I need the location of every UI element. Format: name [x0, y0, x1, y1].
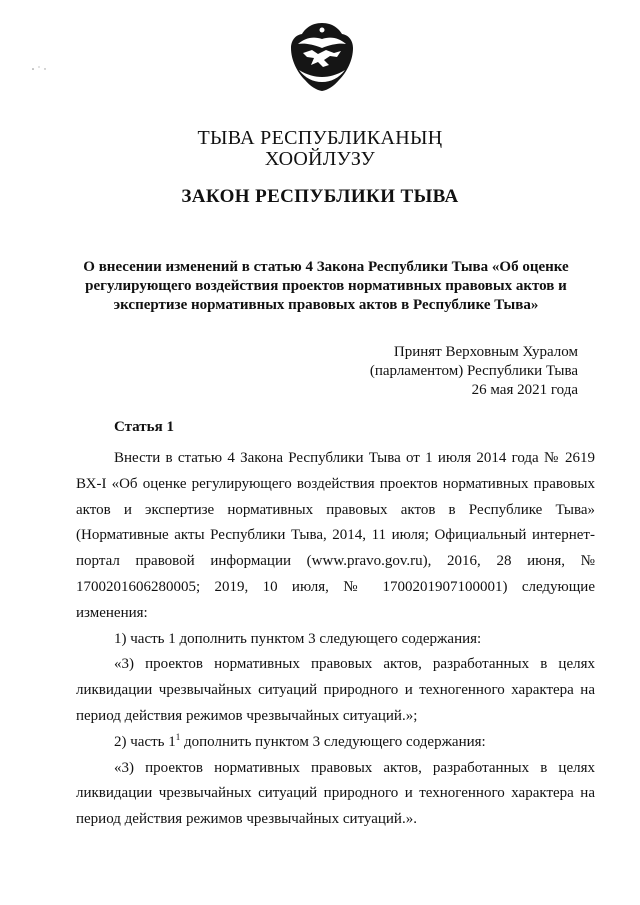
subject-line-2: регулирующего воздействия проектов нормативных правовых актов и [85, 278, 567, 294]
item-2-prefix: 2) часть 1 [114, 733, 176, 750]
subject-line-3: экспертизе нормативных правовых актов в Республике Тыва» [113, 297, 539, 313]
adopted-date: 26 мая 2021 года [471, 382, 578, 398]
header-line-2: ХООЙЛУЗУ [264, 148, 376, 170]
coat-of-arms-emblem [285, 20, 359, 94]
parliament-header [0, 128, 640, 170]
item-2-suffix: дополнить пунктом 3 следующего содержания: [180, 733, 486, 750]
item-2-superscript: 1 [175, 731, 181, 742]
item-2-text-paragraph: «3) проектов нормативных правовых актов, разработанных в целях ликвидации чрезвычайных ситуаций природного и техногенного характера на период действия режимов чрезвычайных ситуаций.». [76, 759, 595, 828]
law-subject [70, 258, 582, 315]
adopted-line-2: (парламентом) Республики Тыва [369, 363, 578, 379]
article-body [76, 446, 595, 833]
emblem-icon [285, 20, 359, 94]
adoption-note [370, 343, 578, 400]
item-1-text-paragraph: «3) проектов нормативных правовых актов, разработанных в целях ликвидации чрезвычайных ситуаций природного и техногенного характера на период действия режимов чрезвычайных ситуаций.»; [76, 656, 595, 724]
law-title: ЗАКОН РЕСПУБЛИКИ ТЫВА [181, 186, 459, 207]
subject-line-1: О внесении изменений в статью 4 Закона Республики Тыва «Об оценке [83, 259, 569, 275]
item-1-paragraph: 1) часть 1 дополнить пунктом 3 следующего содержания: [114, 630, 482, 647]
adopted-line-1: Принят Верховным Хуралом [393, 344, 578, 360]
article-heading: Статья 1 [114, 419, 174, 435]
article-intro-paragraph: Внести в статью 4 Закона Республики Тыва от 1 июля 2014 года № 2619 ВХ-I «Об оценке регулирующего воздействия проектов нормативных правовых актов и экспертизе нормативных правовых актов в Республике Тыва» (Нормативные акты Республики Тыва, 2014, 11 июля; Официальный интернет-портал правовой информации (www.pravo.gov.ru), 2016, 28 июня, № 1700201606280005; 2019, 10 июля, № 1700201907100001) следующие изменения: [76, 450, 595, 621]
item-2-paragraph [76, 730, 595, 756]
scan-specks [30, 60, 60, 70]
header-line-1: ТЫВА РЕСПУБЛИКАНЫҢ [197, 127, 443, 149]
